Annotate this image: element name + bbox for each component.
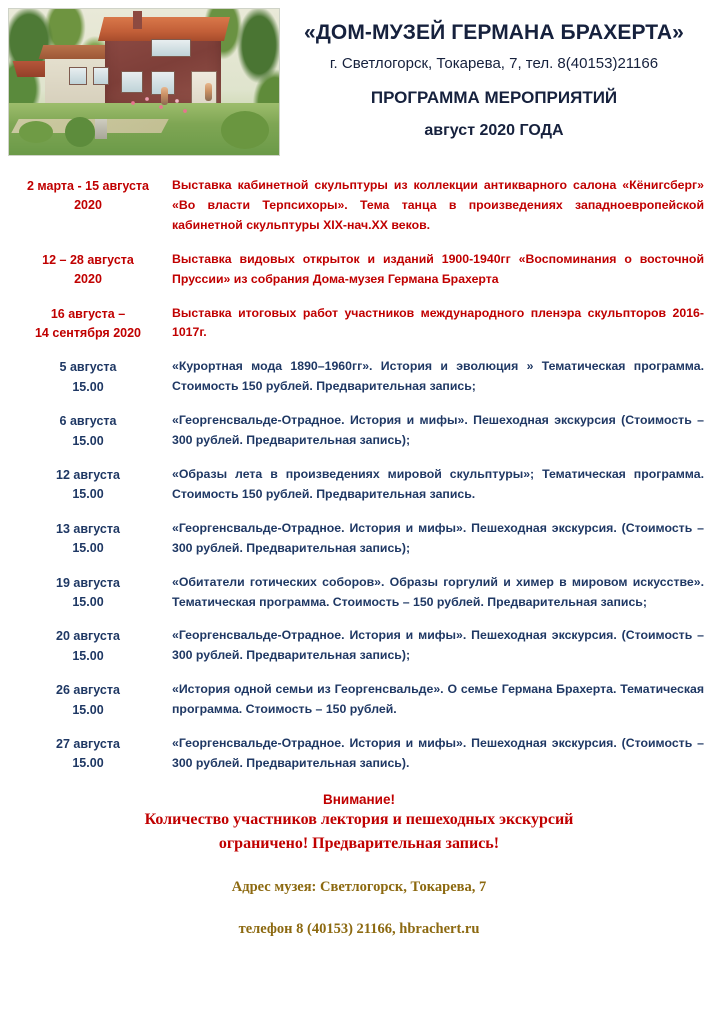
schedule-list (0, 176, 718, 774)
schedule-row-date: 13 августа 15.00 (56, 521, 120, 556)
attention-notice (0, 792, 718, 856)
schedule-row-description: Выставка итоговых работ участников международного пленэра скульпторов 2016-1017г. (172, 305, 704, 340)
photo-bush-right (221, 111, 269, 149)
schedule-row (4, 304, 710, 344)
photo-figure-b (205, 83, 212, 101)
schedule-row-description: «Георгенсвальде-Отрадное. История и мифы». Пешеходная экскурсия. (Стоимость – 300 рублей. Предварительная запись). (172, 736, 704, 770)
museum-photo (8, 8, 280, 156)
schedule-row-description: «Георгенсвальде-Отрадное. История и мифы». Пешеходная экскурсия (Стоимость – 300 рублей. Предварительная запись); (172, 413, 704, 448)
schedule-row-date: 12 августа 15.00 (56, 467, 120, 502)
schedule-row (4, 626, 710, 666)
header-text-block (280, 8, 718, 140)
schedule-row-description: Выставка кабинетной скульптуры из коллекции антикварного салона «Кёнигсберг» «Во власти Терпсихоры». Тема танца в произведениях западноевропейской кабинетной скульптуры XIX-нач.XX веков. (172, 178, 704, 232)
photo-bush-left (19, 121, 53, 143)
schedule-row-date: 26 августа 15.00 (56, 683, 120, 717)
schedule-row (4, 250, 710, 290)
schedule-row-description: «Георгенсвальде-Отрадное. История и мифы». Пешеходная экскурсия. (Стоимость – 300 рублей. Предварительная запись); (172, 520, 704, 555)
page-footer (0, 878, 718, 940)
photo-window-dormer (151, 39, 191, 57)
page-header (0, 0, 718, 160)
program-month: август 2020 ГОДА (424, 122, 564, 140)
schedule-row (4, 411, 710, 451)
footer-phone: телефон 8 (40153) 21166, hbrachert.ru (238, 921, 480, 938)
schedule-row-date: 5 августа 15.00 (59, 360, 117, 394)
photo-window-left (121, 71, 143, 93)
schedule-row-date: 16 августа – 14 сентября 2020 (34, 306, 141, 340)
schedule-row-date: 6 августа 15.00 (59, 414, 117, 448)
photo-bush-center (65, 117, 95, 147)
attention-line-2: ограничено! Предварительная запись! (218, 835, 500, 853)
schedule-row (4, 357, 710, 397)
photo-window-wing-b (93, 67, 109, 85)
photo-main-roof (98, 17, 230, 41)
schedule-row-description: «Курортная мода 1890–1960гг». История и эволюция » Тематическая программа. Стоимость 150 рублей. Предварительная запись; (172, 359, 704, 394)
schedule-row-date: 27 августа 15.00 (56, 737, 120, 771)
schedule-row-date: 2 марта - 15 августа 2020 (27, 179, 149, 213)
schedule-row (4, 519, 710, 559)
photo-chimney (133, 11, 142, 29)
schedule-row (4, 573, 710, 613)
photo-window-wing-a (69, 67, 87, 85)
page-title: «ДОМ-МУЗЕЙ ГЕРМАНА БРАХЕРТА» (304, 21, 684, 44)
schedule-row-date: 12 – 28 августа 2020 (42, 252, 134, 287)
schedule-row (4, 176, 710, 236)
schedule-row (4, 465, 710, 505)
schedule-row (4, 680, 710, 720)
photo-stone-post (95, 119, 107, 139)
schedule-row-description: «Обитатели готических соборов». Образы горгулий и химер в мировом искусстве». Тематическая программа. Стоимость – 150 рублей. Предварительная запись; (172, 574, 704, 609)
photo-flowers (127, 95, 193, 119)
attention-title: Внимание! (323, 791, 395, 807)
schedule-row-date: 20 августа 15.00 (56, 629, 120, 663)
schedule-row-description: «Образы лета в произведениях мировой скульптуры»; Тематическая программа. Стоимость 150 рублей. Предварительная запись. (172, 466, 704, 501)
schedule-row-description: «Георгенсвальде-Отрадное. История и мифы». Пешеходная экскурсия. (Стоимость – 300 рублей. Предварительная запись); (172, 628, 704, 663)
program-heading: ПРОГРАММА МЕРОПРИЯТИЙ (370, 88, 618, 108)
footer-address: Адрес музея: Светлогорск, Токарева, 7 (231, 878, 487, 895)
schedule-row-description: Выставка видовых открыток и изданий 1900-1940гг «Воспоминания о восточной Пруссии» из собрания Дома-музея Германа Брахерта (172, 251, 704, 286)
schedule-row (4, 734, 710, 774)
photo-figure-a (161, 87, 168, 105)
schedule-row-date: 19 августа 15.00 (56, 575, 120, 609)
schedule-row-description: «История одной семьи из Георгенсвальде». О семье Германа Брахерта. Тематическая программа. Стоимость – 150 рублей. (172, 682, 704, 717)
museum-address: г. Светлогорск, Токарева, 7, тел. 8(40153)21166 (329, 55, 659, 73)
attention-line-1: Количество участников лектория и пешеходных экскурсий (144, 810, 574, 828)
